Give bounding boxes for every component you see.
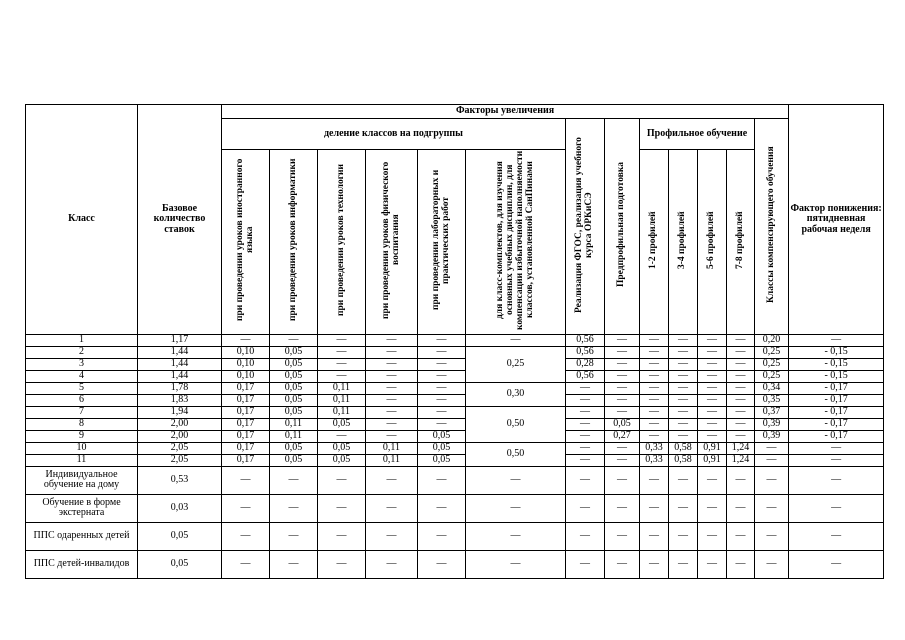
header-preprofile-text: Предпрофильная подготовка (616, 162, 627, 287)
header-increase-factors: Факторы увеличения (222, 105, 789, 119)
header-sub-informatics: при проведении уроков информатики (270, 150, 318, 335)
cell-c3: 0,05 (318, 454, 366, 466)
cell-c3: 0,05 (318, 442, 366, 454)
cell-pre: — (605, 454, 640, 466)
cell-dec: - 0,17 (789, 418, 884, 430)
cell-p4: — (727, 334, 755, 346)
cell-p1: — (640, 382, 669, 394)
cell-p1: — (640, 418, 669, 430)
cell-c2: 0,05 (270, 382, 318, 394)
cell-c4: — (366, 346, 418, 358)
cell-p1: — (640, 394, 669, 406)
cell-c3: — (318, 334, 366, 346)
row-label: 10 (26, 442, 138, 454)
cell-p1: — (640, 466, 669, 494)
cell-p4: — (727, 346, 755, 358)
cell-c1: 0,17 (222, 454, 270, 466)
cell-dec: — (789, 466, 884, 494)
cell-p4: — (727, 370, 755, 382)
table-row (26, 382, 884, 394)
cell-c1: 0,17 (222, 406, 270, 418)
cell-c6-merged: 0,25 (466, 346, 566, 382)
cell-base: 1,94 (138, 406, 222, 418)
cell-base: 2,00 (138, 430, 222, 442)
cell-c2: 0,05 (270, 394, 318, 406)
cell-base: 0,53 (138, 466, 222, 494)
cell-p4: — (727, 358, 755, 370)
cell-dec: — (789, 550, 884, 578)
cell-p4: 1,24 (727, 454, 755, 466)
cell-dec: - 0,17 (789, 430, 884, 442)
cell-c6: — (466, 466, 566, 494)
header-profile-education: Профильное обучение (640, 119, 755, 150)
cell-c2: 0,05 (270, 406, 318, 418)
cell-c4: — (366, 394, 418, 406)
header-sub-lab-works: при проведении лабораторных и практических работ (418, 150, 466, 335)
cell-p3: — (698, 522, 727, 550)
cell-fgos: — (566, 394, 605, 406)
cell-p3: — (698, 430, 727, 442)
cell-p4: — (727, 494, 755, 522)
cell-fgos: — (566, 430, 605, 442)
header-profile-3-4: 3-4 профилей (669, 150, 698, 335)
cell-c3: — (318, 550, 366, 578)
cell-p3: 0,91 (698, 442, 727, 454)
cell-c2: 0,11 (270, 430, 318, 442)
cell-comp: — (755, 522, 789, 550)
cell-c4: — (366, 334, 418, 346)
cell-c2: 0,05 (270, 370, 318, 382)
cell-fgos: — (566, 466, 605, 494)
header-compensatory-text: Классы компенсирующего обучения (765, 146, 776, 303)
cell-p1: — (640, 406, 669, 418)
cell-c5: 0,05 (418, 442, 466, 454)
cell-fgos: 0,56 (566, 346, 605, 358)
cell-p3: — (698, 550, 727, 578)
cell-fgos: — (566, 406, 605, 418)
table-row (26, 442, 884, 454)
cell-p1: 0,33 (640, 442, 669, 454)
cell-c3: — (318, 522, 366, 550)
cell-comp: 0,25 (755, 370, 789, 382)
cell-p1: — (640, 346, 669, 358)
table-row (26, 522, 884, 550)
cell-c6-merged: 0,30 (466, 382, 566, 406)
cell-p2: — (669, 406, 698, 418)
header-compensatory (755, 119, 789, 335)
cell-fgos: — (566, 382, 605, 394)
cell-c6: — (466, 494, 566, 522)
cell-c5: — (418, 370, 466, 382)
cell-dec: - 0,17 (789, 382, 884, 394)
cell-c6-merged: 0,50 (466, 442, 566, 466)
cell-c3: 0,11 (318, 394, 366, 406)
cell-pre: — (605, 334, 640, 346)
cell-pre: 0,27 (605, 430, 640, 442)
cell-c6-merged: — (466, 334, 566, 346)
cell-base: 1,44 (138, 370, 222, 382)
cell-base: 0,05 (138, 522, 222, 550)
cell-c4: 0,11 (366, 454, 418, 466)
cell-fgos: 0,56 (566, 370, 605, 382)
cell-c1: — (222, 550, 270, 578)
cell-c3: 0,11 (318, 382, 366, 394)
cell-c2: — (270, 522, 318, 550)
cell-base: 0,05 (138, 550, 222, 578)
cell-c4: — (366, 550, 418, 578)
cell-pre: — (605, 522, 640, 550)
cell-c4: 0,11 (366, 442, 418, 454)
cell-pre: — (605, 466, 640, 494)
header-sub-technology: при проведении уроков технологии (318, 150, 366, 335)
cell-base: 2,05 (138, 442, 222, 454)
cell-p3: — (698, 466, 727, 494)
cell-c2: 0,11 (270, 418, 318, 430)
row-label: ППС одаренных детей (26, 522, 138, 550)
table-row (26, 430, 884, 442)
header-group-division: деление классов на подгруппы (222, 119, 566, 150)
cell-dec: — (789, 522, 884, 550)
cell-p3: — (698, 358, 727, 370)
cell-p3: — (698, 370, 727, 382)
cell-fgos: — (566, 442, 605, 454)
cell-c5: — (418, 550, 466, 578)
cell-comp: — (755, 454, 789, 466)
cell-base: 2,00 (138, 418, 222, 430)
cell-p2: — (669, 430, 698, 442)
header-class: Класс (26, 105, 138, 335)
cell-p2: — (669, 522, 698, 550)
cell-c6: — (466, 522, 566, 550)
header-fgos (566, 119, 605, 335)
cell-base: 0,03 (138, 494, 222, 522)
cell-comp: 0,20 (755, 334, 789, 346)
cell-c1: 0,17 (222, 430, 270, 442)
cell-c1: 0,10 (222, 370, 270, 382)
cell-c3: 0,11 (318, 406, 366, 418)
cell-base: 1,44 (138, 358, 222, 370)
cell-pre: — (605, 358, 640, 370)
cell-c4: — (366, 382, 418, 394)
row-label: Обучение в форме экстерната (26, 494, 138, 522)
cell-p3: — (698, 406, 727, 418)
cell-p1: — (640, 522, 669, 550)
cell-p3: — (698, 382, 727, 394)
header-base-rates: Базовое количество ставок (138, 105, 222, 335)
cell-p2: 0,58 (669, 442, 698, 454)
cell-comp: 0,34 (755, 382, 789, 394)
cell-c3: — (318, 430, 366, 442)
header-profile-5-6: 5-6 профилей (698, 150, 727, 335)
cell-c3: — (318, 358, 366, 370)
header-profile-7-8: 7-8 профилей (727, 150, 755, 335)
cell-c5: — (418, 522, 466, 550)
table-row (26, 418, 884, 430)
table-row (26, 346, 884, 358)
cell-c4: — (366, 494, 418, 522)
cell-p1: — (640, 334, 669, 346)
cell-p2: — (669, 394, 698, 406)
cell-dec: - 0,17 (789, 406, 884, 418)
cell-c2: 0,05 (270, 346, 318, 358)
header-sub-class-complexes: для класс-комплектов, для изучения основных учебных дисциплин, для компенсации избыточной наполняемости классов, установленной СанПинами (466, 150, 566, 335)
row-label: 8 (26, 418, 138, 430)
header-profile-1-2: 1-2 профилей (640, 150, 669, 335)
cell-p4: — (727, 418, 755, 430)
cell-fgos: — (566, 522, 605, 550)
cell-comp: 0,35 (755, 394, 789, 406)
cell-p4: — (727, 394, 755, 406)
row-label: 5 (26, 382, 138, 394)
cell-p1: — (640, 494, 669, 522)
cell-p4: — (727, 522, 755, 550)
table-row (26, 406, 884, 418)
cell-dec: - 0,15 (789, 346, 884, 358)
cell-pre: — (605, 382, 640, 394)
cell-c4: — (366, 522, 418, 550)
cell-c6-merged: 0,50 (466, 406, 566, 442)
cell-base: 1,78 (138, 382, 222, 394)
cell-c2: — (270, 466, 318, 494)
cell-fgos: — (566, 550, 605, 578)
cell-c1: 0,17 (222, 382, 270, 394)
cell-pre: — (605, 394, 640, 406)
cell-c5: — (418, 466, 466, 494)
cell-comp: — (755, 550, 789, 578)
cell-c3: 0,05 (318, 418, 366, 430)
cell-dec: — (789, 442, 884, 454)
row-label: 11 (26, 454, 138, 466)
cell-c3: — (318, 370, 366, 382)
cell-c4: — (366, 406, 418, 418)
cell-pre: — (605, 494, 640, 522)
cell-fgos: 0,28 (566, 358, 605, 370)
table-body (26, 334, 884, 578)
cell-c1: — (222, 466, 270, 494)
cell-p1: — (640, 358, 669, 370)
cell-p2: 0,58 (669, 454, 698, 466)
table-row (26, 358, 884, 370)
cell-comp: 0,25 (755, 358, 789, 370)
cell-p2: — (669, 418, 698, 430)
cell-c5: — (418, 346, 466, 358)
cell-c3: — (318, 466, 366, 494)
cell-p4: — (727, 406, 755, 418)
table-row (26, 550, 884, 578)
cell-p2: — (669, 466, 698, 494)
row-label: ППС детей-инвалидов (26, 550, 138, 578)
cell-pre: — (605, 370, 640, 382)
cell-c4: — (366, 466, 418, 494)
cell-base: 1,44 (138, 346, 222, 358)
cell-pre: — (605, 406, 640, 418)
cell-p2: — (669, 358, 698, 370)
cell-pre: — (605, 550, 640, 578)
table-row (26, 494, 884, 522)
cell-dec: — (789, 494, 884, 522)
cell-c1: — (222, 522, 270, 550)
cell-c1: 0,17 (222, 394, 270, 406)
cell-c6: — (466, 550, 566, 578)
cell-c4: — (366, 358, 418, 370)
cell-comp: 0,37 (755, 406, 789, 418)
header-sub-foreign-language: при проведении уроков иностранного языка (222, 150, 270, 335)
cell-p4: 1,24 (727, 442, 755, 454)
cell-c1: — (222, 334, 270, 346)
cell-c4: — (366, 430, 418, 442)
cell-c5: — (418, 394, 466, 406)
table-row (26, 394, 884, 406)
cell-dec: - 0,17 (789, 394, 884, 406)
cell-p3: — (698, 494, 727, 522)
staffing-factors-table (25, 104, 884, 579)
cell-p3: — (698, 334, 727, 346)
cell-fgos: — (566, 494, 605, 522)
cell-c2: 0,05 (270, 358, 318, 370)
cell-comp: — (755, 466, 789, 494)
row-label: 2 (26, 346, 138, 358)
cell-p4: — (727, 466, 755, 494)
table-row (26, 454, 884, 466)
cell-c1: 0,10 (222, 358, 270, 370)
cell-c1: — (222, 494, 270, 522)
row-label: 7 (26, 406, 138, 418)
cell-c3: — (318, 494, 366, 522)
cell-p4: — (727, 430, 755, 442)
cell-c4: — (366, 418, 418, 430)
cell-base: 1,17 (138, 334, 222, 346)
cell-c5: — (418, 494, 466, 522)
cell-c3: — (318, 346, 366, 358)
cell-c5: — (418, 406, 466, 418)
cell-c5: — (418, 382, 466, 394)
cell-p2: — (669, 370, 698, 382)
header-preprofile (605, 119, 640, 335)
cell-p1: — (640, 550, 669, 578)
cell-c5: — (418, 334, 466, 346)
cell-comp: — (755, 494, 789, 522)
cell-p4: — (727, 550, 755, 578)
cell-c4: — (366, 370, 418, 382)
cell-base: 2,05 (138, 454, 222, 466)
table-row (26, 466, 884, 494)
cell-dec: — (789, 334, 884, 346)
cell-p3: 0,91 (698, 454, 727, 466)
cell-p3: — (698, 394, 727, 406)
cell-c2: 0,05 (270, 442, 318, 454)
cell-comp: 0,25 (755, 346, 789, 358)
cell-p3: — (698, 418, 727, 430)
cell-c2: 0,05 (270, 454, 318, 466)
cell-pre: 0,05 (605, 418, 640, 430)
header-fgos-text: Реализация ФГОС, реализация учебного курса ОРКиСЭ (574, 136, 594, 313)
cell-c2: — (270, 494, 318, 522)
cell-p1: — (640, 370, 669, 382)
cell-base: 1,83 (138, 394, 222, 406)
cell-comp: — (755, 442, 789, 454)
cell-c2: — (270, 550, 318, 578)
cell-c5: 0,05 (418, 430, 466, 442)
cell-p1: — (640, 430, 669, 442)
cell-p1: 0,33 (640, 454, 669, 466)
cell-pre: — (605, 346, 640, 358)
cell-c5: 0,05 (418, 454, 466, 466)
row-label: 6 (26, 394, 138, 406)
table-row (26, 370, 884, 382)
cell-dec: - 0,15 (789, 370, 884, 382)
cell-c2: — (270, 334, 318, 346)
cell-p2: — (669, 494, 698, 522)
row-label: Индивидуальное обучение на дому (26, 466, 138, 494)
cell-comp: 0,39 (755, 418, 789, 430)
cell-comp: 0,39 (755, 430, 789, 442)
cell-c1: 0,10 (222, 346, 270, 358)
cell-p2: — (669, 334, 698, 346)
cell-p2: — (669, 346, 698, 358)
row-label: 1 (26, 334, 138, 346)
row-label: 9 (26, 430, 138, 442)
cell-fgos: — (566, 418, 605, 430)
cell-dec: — (789, 454, 884, 466)
header-sub-physical-education: при проведении уроков физического воспитания (366, 150, 418, 335)
row-label: 4 (26, 370, 138, 382)
cell-c1: 0,17 (222, 418, 270, 430)
header-decrease-factor: Фактор понижения: пятидневная рабочая неделя (789, 105, 884, 335)
cell-dec: - 0,15 (789, 358, 884, 370)
cell-pre: — (605, 442, 640, 454)
cell-p4: — (727, 382, 755, 394)
table-row (26, 334, 884, 346)
cell-p3: — (698, 346, 727, 358)
cell-fgos: — (566, 454, 605, 466)
cell-p2: — (669, 550, 698, 578)
cell-fgos: 0,56 (566, 334, 605, 346)
cell-c5: — (418, 418, 466, 430)
row-label: 3 (26, 358, 138, 370)
cell-p2: — (669, 382, 698, 394)
cell-c1: 0,17 (222, 442, 270, 454)
cell-c5: — (418, 358, 466, 370)
